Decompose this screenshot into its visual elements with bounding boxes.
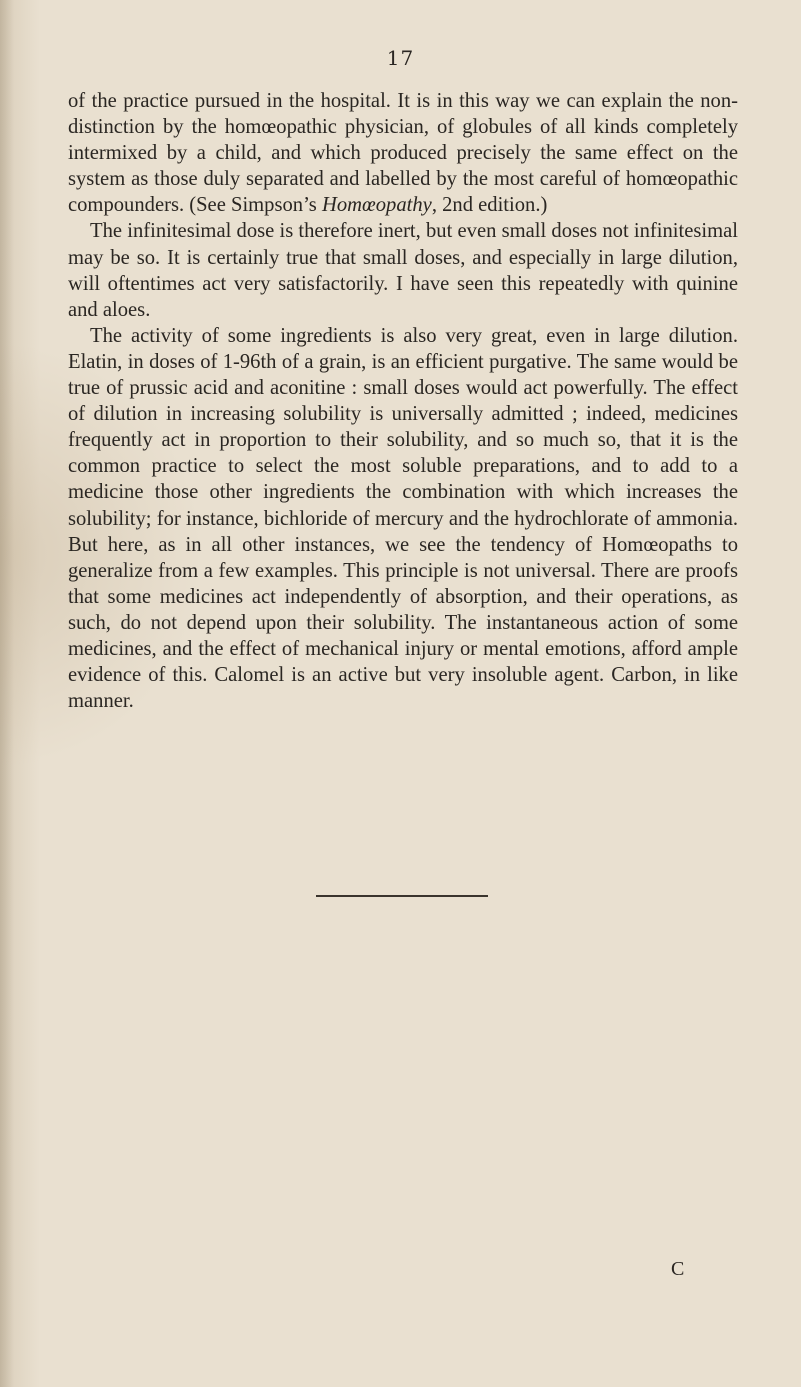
paragraph-activity-ingredients: The activity of some ingredients is also very great, even in large dilution. Elatin, in doses of 1-96th of a grain, is an efficient purgative. The same would be true of prussic acid and aconitine : small doses would act powerfully. The effect of dilution in increasing solubility is universally admitted ; indeed, medicines frequently act in proportion to their solubility, and so much so, that it is the common practice to select the most soluble preparations, and to add to a medicine those other ingredients the combination with which increases the solubility; for instance, bichloride of mercury and the hydrochlorate of ammonia. But here, as in all other instances, we see the tendency of Homœopaths to generalize from a few examples. This principle is not universal. There are proofs that some medicines act independently of absorption, and their operations, as such, do not depend upon their solubility. The instantaneous action of some medicines, and the effect of mechanical injury or mental emotions, afford ample evidence of this. Calomel is an active but very insoluble agent. Carbon, in like manner. <box>68 324 738 713</box>
paragraph-continuation <box>68 88 738 218</box>
paragraph-1-text: of the practice pursued in the hospital. It is in this way we can explain the non-distinction by the homœopathic physician, of globules of all kinds completely intermixed by a child, and which produced precisely the same effect on the system as those duly separated and labelled by the most careful of homœopathic compounders. (See Simpson’s <box>68 90 738 217</box>
paragraph-infinitesimal-dose: The infinitesimal dose is therefore inert, but even small doses not infinitesimal may be so. It is certainly true that small doses, and especially in large dilution, will oftentimes act very satisfactorily. I have seen this repeatedly with quinine and aloes. <box>68 220 738 321</box>
body-text <box>68 88 738 714</box>
section-divider <box>316 895 488 897</box>
spine-shadow <box>0 0 14 1387</box>
signature-mark: C <box>671 1258 685 1280</box>
page-number: 17 <box>386 46 415 70</box>
book-title-italic: Homœopathy <box>321 194 432 217</box>
paragraph-1-tail: , 2nd edition.) <box>431 194 548 217</box>
